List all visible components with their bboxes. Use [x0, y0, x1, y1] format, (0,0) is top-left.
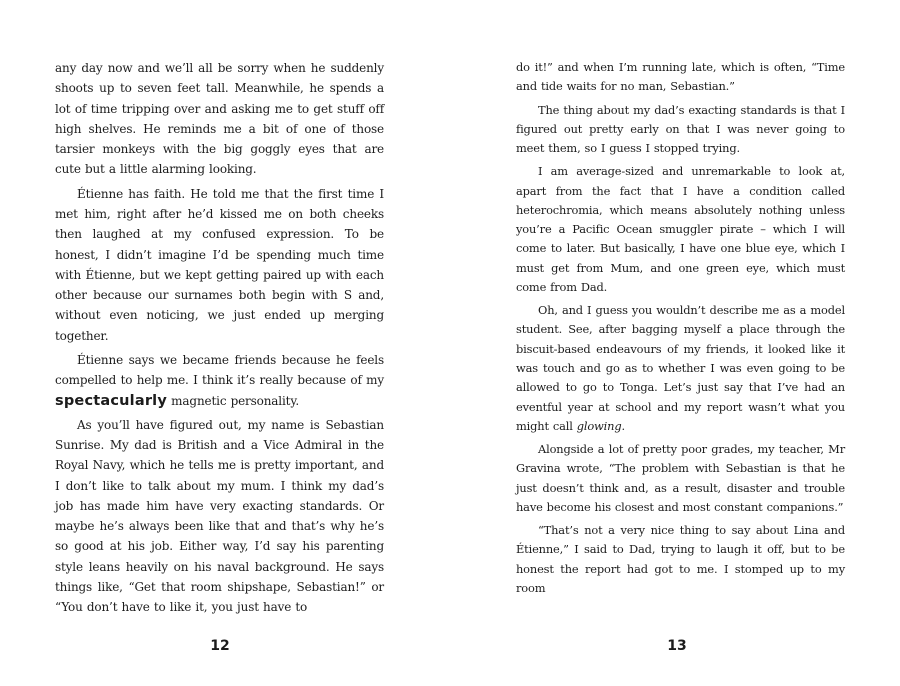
paragraph: Étienne has faith. He told me that the first time I met him, right after he’d kissed me on both cheeks then laughed at my confused expression. To be honest, I didn’t imagine I’d be spending much time with Étienne, but we kept getting paired up with each other because our surnames both begin with S and, without even noticing, we just ended up merging together.	[55, 186, 384, 343]
paragraph: “That’s not a very nice thing to say about Lina and Étienne,” I said to Dad, trying to laugh it off, but to be honest the report had got to me. I stomped up to my room	[516, 523, 845, 595]
right-page	[516, 58, 845, 618]
paragraph: The thing about my dad’s exacting standards is that I figured out pretty early on that I was never going to meet them, so I guess I stopped trying.	[516, 102, 845, 156]
paragraph: do it!” and when I’m running late, which is often, “Time and tide waits for no man, Sebastian.”	[516, 60, 845, 94]
paragraph: any day now and we’ll all be sorry when he suddenly shoots up to seven feet tall. Meanwhile, he spends a lot of time tripping over and asking me to get stuff off high shelves. He reminds me a bit of one of those tarsier monkeys with the big goggly eyes that are cute but a little alarming looking.	[55, 61, 384, 177]
paragraph-text: .	[621, 418, 625, 433]
paragraph-text: Oh, and I guess you wouldn’t describe me as a model student. See, after bagging myself a place through the biscuit-based endeavours of my friends, it looked like it was touch and go as to whether I was even going to be allowed to go to Tonga. Let’s just say that I’ve had an eventful year at school and my report wasn’t what you might call	[516, 303, 845, 433]
paragraph-with-emphasis	[516, 301, 845, 436]
paragraph-text: Étienne says we became friends because he feels compelled to help me. I think it’s really because of my	[55, 352, 384, 388]
paragraph: I am average-sized and unremarkable to look at, apart from the fact that I have a condition called heterochromia, which means absolutely nothing unless you’re a Pacific Ocean smuggler pirate – which I will come to later. But basically, I have one blue eye, which I must get from Mum, and one green eye, which must come from Dad.	[516, 164, 845, 294]
page-number: 12	[210, 638, 230, 654]
page-number: 13	[667, 638, 687, 654]
paragraph-text: magnetic personality.	[167, 393, 300, 408]
emphasized-word: glowing	[576, 418, 622, 433]
emphasized-word: spectacularly	[55, 392, 168, 409]
paragraph: As you’ll have figured out, my name is Sebastian Sunrise. My dad is British and a Vice Admiral in the Royal Navy, which he tells me is pretty important, and I don’t like to talk about my mum. I think my dad’s job has made him have very exacting standards. Or maybe he’s always been like that and that’s why he’s so good at his job. Either way, I’d say his parenting style leans heavily on his naval background. He says things like, “Get that room shipshape, Sebastian!” or “You don’t have to like it, you just have to	[55, 417, 384, 615]
paragraph-with-emphasis	[55, 350, 384, 411]
left-page	[55, 58, 384, 618]
paragraph: Alongside a lot of pretty poor grades, my teacher, Mr Gravina wrote, “The problem with Sebastian is that he just doesn’t think and, as a result, disaster and trouble have become his closest and most constant companions.”	[516, 442, 845, 514]
